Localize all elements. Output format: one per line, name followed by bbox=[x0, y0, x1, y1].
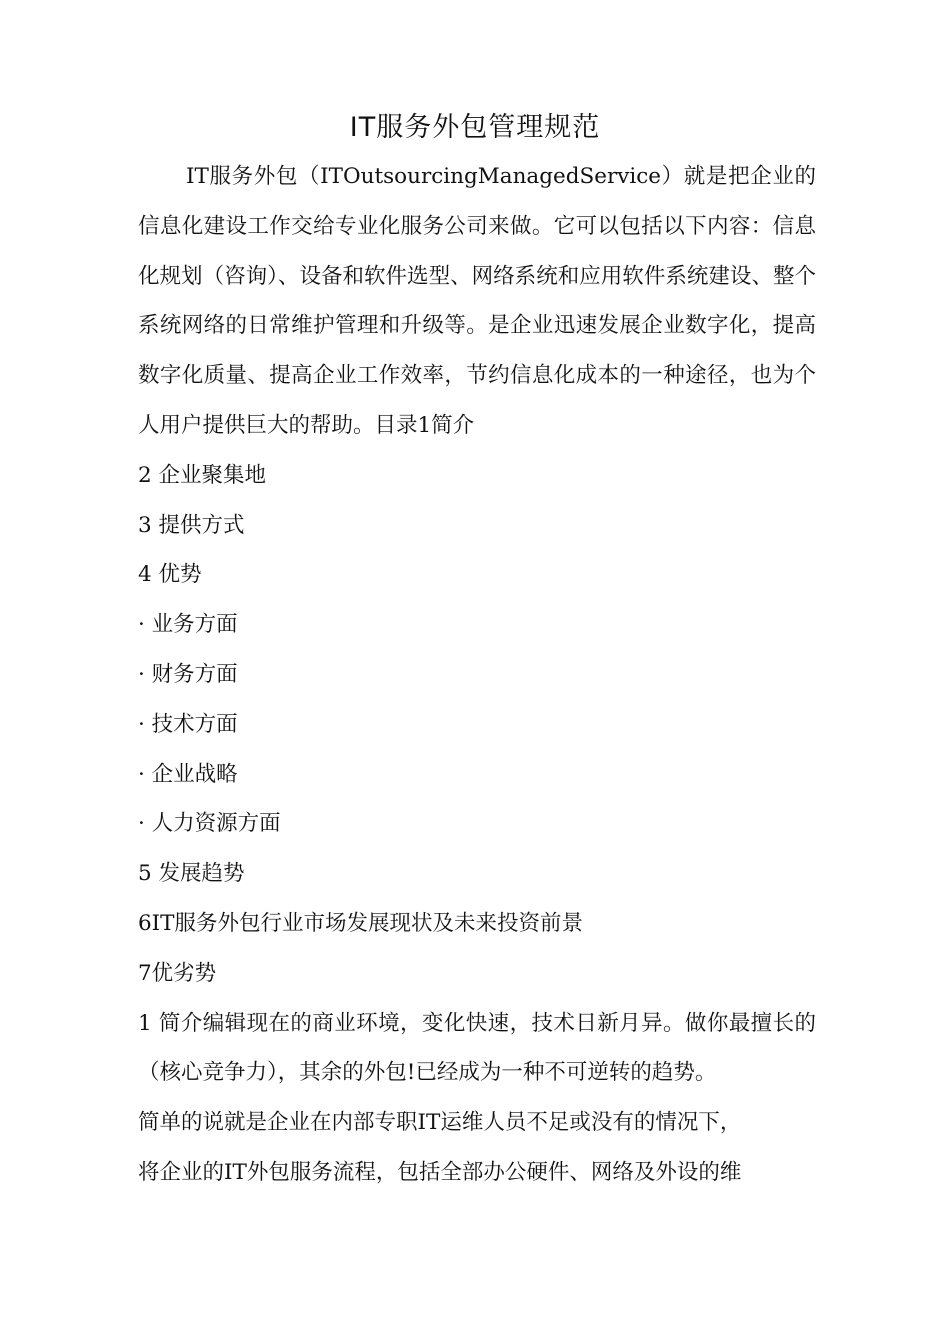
section1-line: 简单的说就是企业在内部专职IT运维人员不足或没有的情况下， bbox=[138, 1110, 742, 1136]
table-of-contents bbox=[138, 451, 816, 999]
toc-item: 3 提供方式 bbox=[138, 512, 245, 538]
toc-item: 5 发展趋势 bbox=[138, 861, 245, 887]
toc-item: 7优劣势 bbox=[138, 960, 217, 986]
section1-paragraph: 1 简介编辑现在的商业环境，变化快速，技术日新月异。做你最擅长的（核心竞争力），其余的外包!已经成为一种不可逆转的趋势。 bbox=[138, 1010, 816, 1086]
toc-item: 2 企业聚集地 bbox=[138, 462, 267, 488]
toc-item: · 业务方面 bbox=[138, 612, 238, 638]
document-title: IT服务外包管理规范 bbox=[349, 112, 601, 143]
section1-line: 将企业的IT外包服务流程，包括全部办公硬件、网络及外设的维 bbox=[138, 1159, 742, 1185]
intro-paragraph: IT服务外包（ITOutsourcingManagedService）就是把企业的信息化建设工作交给专业化服务公司来做。它可以包括以下内容：信息化规划（咨询）、设备和软件选型、网络系统和应用软件系统建设、整个系统网络的日常维护管理和升级等。是企业迅速发展企业数字化，提高数字化质量、提高企业工作效率，节约信息化成本的一种途径，也为个人用户提供巨大的帮助。目录1简介 bbox=[138, 164, 816, 438]
toc-item: · 企业战略 bbox=[138, 761, 238, 787]
document-body bbox=[138, 152, 816, 1198]
toc-item: · 人力资源方面 bbox=[138, 811, 281, 837]
toc-item: 4 优势 bbox=[138, 562, 202, 588]
toc-item: 6IT服务外包行业市场发展现状及未来投资前景 bbox=[138, 910, 584, 936]
toc-item: · 财务方面 bbox=[138, 661, 238, 687]
toc-item: · 技术方面 bbox=[138, 711, 238, 737]
